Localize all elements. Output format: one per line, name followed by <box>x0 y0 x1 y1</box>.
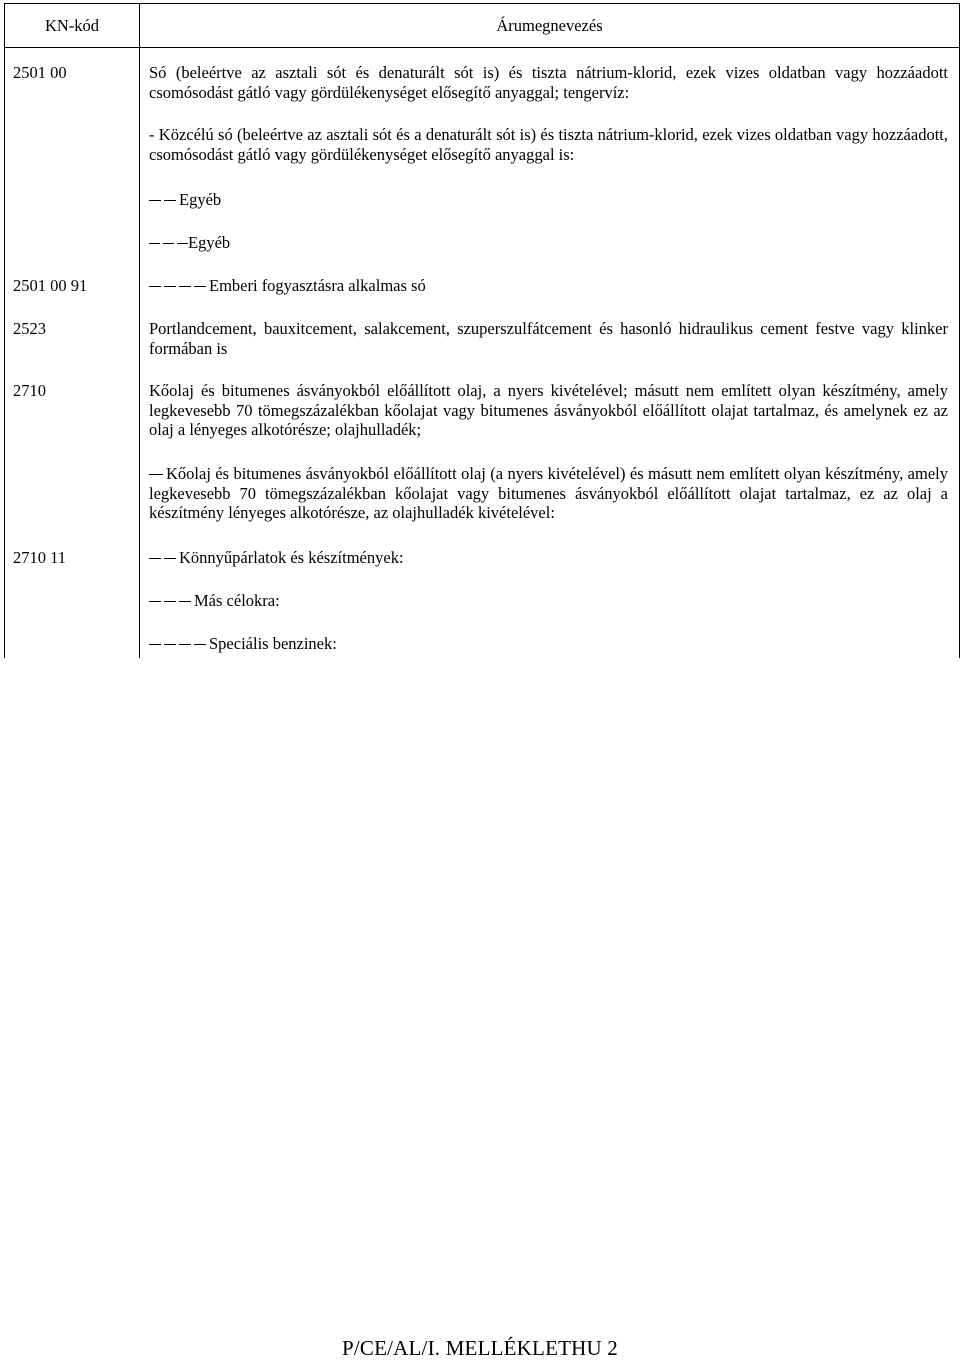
table-header-row <box>5 4 960 48</box>
table-row <box>5 381 960 464</box>
table-row <box>5 190 960 233</box>
kn-code-cell: 2710 <box>5 381 140 464</box>
description-cell: Só (beleértve az asztali sót és denaturált sót is) és tiszta nátrium-klorid, ezek vizes oldatban vagy hozzáadott csomósodást gátló vagy gördülékenységet elősegítő anyaggal; tengervíz: <box>140 48 960 126</box>
tariff-table-container <box>4 3 959 662</box>
table-row <box>5 591 960 634</box>
table-row <box>5 319 960 381</box>
dash-marker <box>149 286 161 287</box>
kn-code-cell <box>5 190 140 233</box>
dash-marker <box>149 474 163 475</box>
dash-marker <box>149 243 160 244</box>
kn-code-cell <box>5 634 140 658</box>
dash-marker <box>164 286 176 287</box>
tariff-table <box>4 3 960 658</box>
table-row <box>5 48 960 126</box>
header-kn-code: KN-kód <box>5 4 140 48</box>
dash-marker <box>164 558 176 559</box>
description-cell: - Közcélú só (beleértve az asztali sót és a denaturált sót is) és tiszta nátrium-klorid, ezek vizes oldatban vagy hozzáadott, csomósodást gátló vagy gördülékenységet elősegítő anyaggal is: <box>140 125 960 190</box>
kn-code-cell: 2523 <box>5 319 140 381</box>
table-row <box>5 464 960 548</box>
page-footer: P/CE/AL/I. MELLÉKLETHU 2 <box>341 1336 619 1360</box>
dash-marker <box>149 644 161 645</box>
description-text: Más célokra: <box>194 591 280 610</box>
description-text: Könnyűpárlatok és készítmények: <box>179 548 404 567</box>
kn-code-cell <box>5 125 140 190</box>
kn-code-cell: 2501 00 <box>5 48 140 126</box>
header-description: Árumegnevezés <box>140 4 960 48</box>
kn-code-cell <box>5 233 140 276</box>
dash-marker <box>164 200 176 201</box>
description-text: Egyéb <box>188 233 231 252</box>
dash-marker <box>179 601 191 602</box>
table-row <box>5 634 960 658</box>
description-text: Egyéb <box>179 190 222 209</box>
description-text: Speciális benzinek: <box>209 634 337 653</box>
kn-code-cell: 2501 00 91 <box>5 276 140 319</box>
description-cell <box>140 591 960 634</box>
dash-marker <box>163 243 174 244</box>
table-row <box>5 125 960 190</box>
kn-code-cell <box>5 591 140 634</box>
dash-marker <box>149 200 161 201</box>
dash-marker <box>164 644 176 645</box>
description-cell <box>140 233 960 276</box>
description-cell <box>140 548 960 591</box>
table-row <box>5 233 960 276</box>
description-text: Emberi fogyasztásra alkalmas só <box>209 276 426 295</box>
dash-marker <box>194 644 206 645</box>
table-row <box>5 276 960 319</box>
dash-marker <box>194 286 206 287</box>
description-cell <box>140 276 960 319</box>
description-cell: Portlandcement, bauxitcement, salakcement, szuperszulfátcement és hasonló hidraulikus cement festve vagy klinker formában is <box>140 319 960 381</box>
description-cell: Kőolaj és bitumenes ásványokból előállított olaj, a nyers kivételével; másutt nem említett olyan készítmény, amely legkevesebb 70 tömegszázalékban kőolajat vagy bitumenes ásványokból előállított olajat tartalmaz, és amelynek ez az olaj a lényeges alkotórésze; olajhulladék; <box>140 381 960 464</box>
kn-code-cell <box>5 464 140 548</box>
table-row <box>5 548 960 591</box>
description-text: Kőolaj és bitumenes ásványokból előállított olaj (a nyers kivételével) és másutt nem említett olyan készítmény, amely legkevesebb 70 tömegszázalékban kőolajat vagy bitumenes ásványokból előállított olajat tartalmaz, ez az olaj a készítmény lényeges alkotórésze, az olajhulladék kivételével: <box>149 464 948 522</box>
dash-marker <box>179 644 191 645</box>
description-cell <box>140 634 960 658</box>
dash-marker <box>177 243 188 244</box>
kn-code-cell: 2710 11 <box>5 548 140 591</box>
dash-marker <box>149 558 161 559</box>
dash-marker <box>179 286 191 287</box>
dash-marker <box>149 601 161 602</box>
description-cell <box>140 190 960 233</box>
description-cell <box>140 464 960 548</box>
dash-marker <box>164 601 176 602</box>
